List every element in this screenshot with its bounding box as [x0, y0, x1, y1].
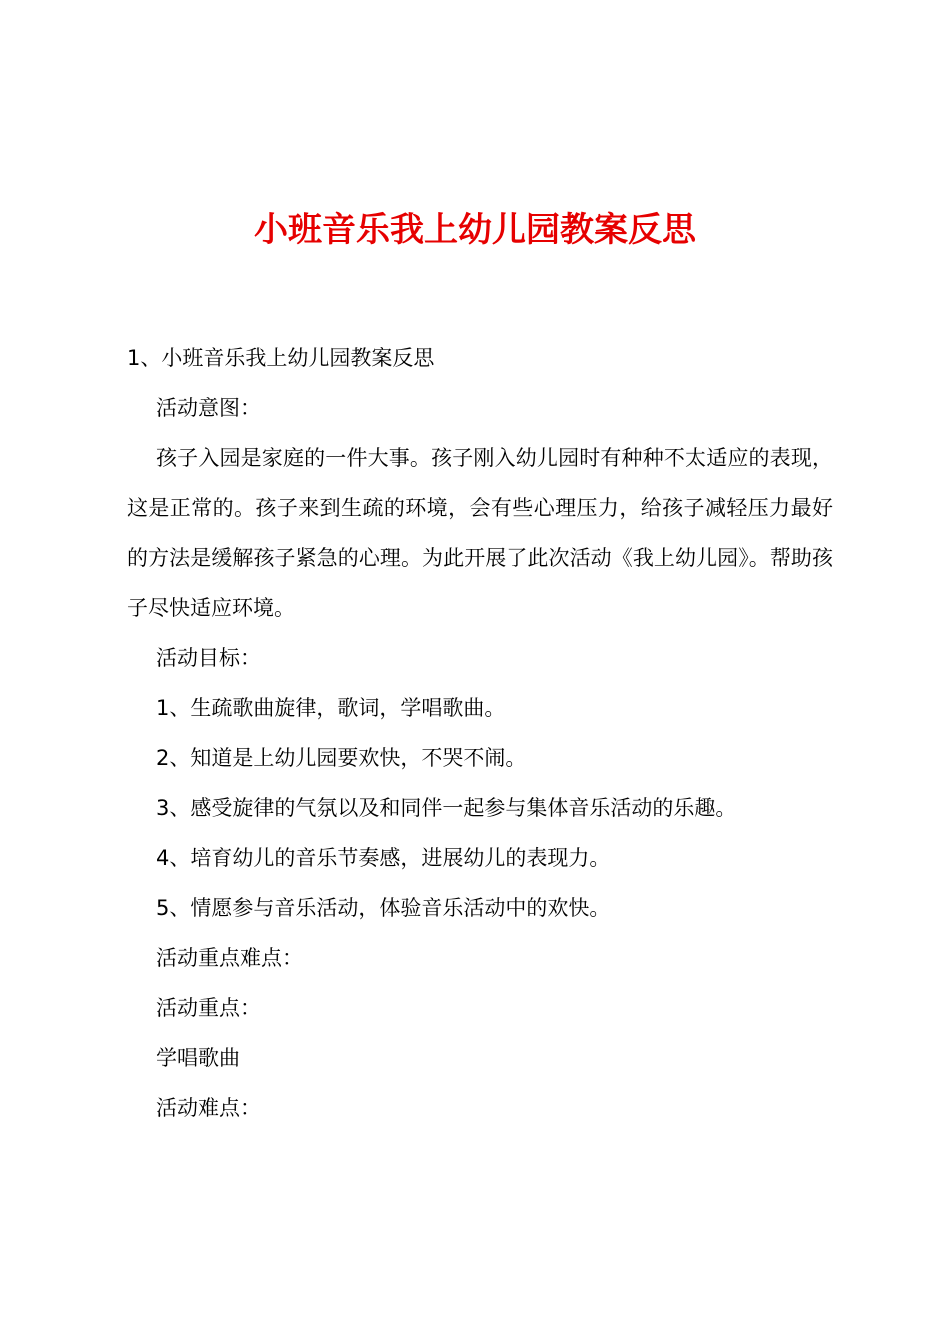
- goal-item: 1、生疏歌曲旋律，歌词，学唱歌曲。: [156, 696, 506, 720]
- section-heading: 1、小班音乐我上幼儿园教案反思: [127, 346, 435, 370]
- key-difficult-label: 活动重点难点：: [156, 946, 303, 970]
- goal-item: 5、情愿参与音乐活动，体验音乐活动中的欢快。: [156, 896, 611, 920]
- key-label: 活动重点：: [156, 996, 261, 1020]
- document-body: [127, 333, 833, 1133]
- goal-item: 3、感受旋律的气氛以及和同伴一起参与集体音乐活动的乐趣。: [156, 796, 737, 820]
- document-title: 小班音乐我上幼儿园教案反思: [254, 210, 696, 250]
- goal-item: 2、知道是上幼儿园要欢快，不哭不闹。: [156, 746, 527, 770]
- goal-item: 4、培育幼儿的音乐节奏感，进展幼儿的表现力。: [156, 846, 611, 870]
- goals-label: 活动目标：: [156, 646, 261, 670]
- intent-label: 活动意图：: [156, 396, 261, 420]
- key-text: 学唱歌曲: [156, 1046, 240, 1070]
- difficult-label: 活动难点：: [156, 1096, 261, 1120]
- intent-paragraph: 孩子入园是家庭的一件大事。孩子刚入幼儿园时有种种不太适应的表现，这是正常的。孩子来到生疏的环境，会有些心理压力，给孩子减轻压力最好的方法是缓解孩子紧急的心理。为此开展了此次活动《我上幼儿园》。帮助孩子尽快适应环境。: [127, 446, 833, 620]
